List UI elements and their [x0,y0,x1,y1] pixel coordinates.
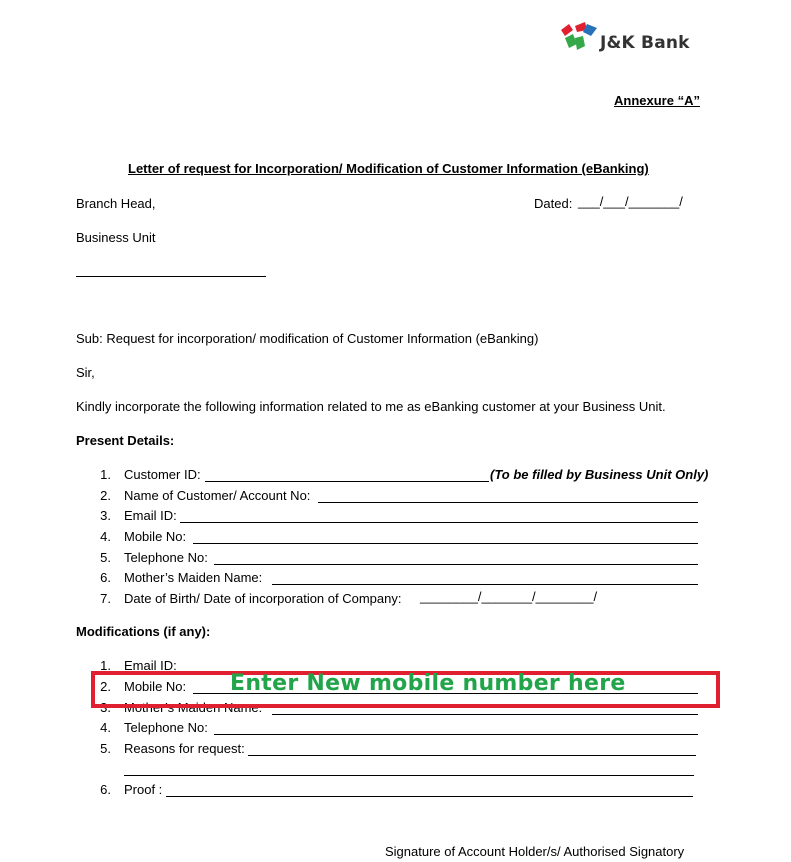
item-number: 4. [100,529,111,544]
item-number: 1. [100,467,111,482]
annexure-label: Annexure “A” [614,93,700,108]
item-label: Proof : [124,782,163,797]
address-blank-line [76,276,266,277]
maiden-name-field[interactable] [272,584,698,585]
proof-field[interactable] [166,796,693,797]
item-number: 7. [100,591,111,606]
signature-line: Signature of Account Holder/s/ Authorised Signatory [385,844,685,859]
new-maiden-name-field[interactable] [272,714,698,715]
telephone-field[interactable] [214,564,698,565]
item-label: Mobile No: [124,529,187,544]
modifications-heading: Modifications (if any): [76,624,211,639]
reasons-field-line2[interactable] [124,775,694,776]
salutation: Sir, [76,365,95,380]
item-number: 5. [100,550,111,565]
item-label: Mobile No: [124,679,187,694]
item-number: 1. [100,658,111,673]
item-number: 5. [100,741,111,756]
item-label: Telephone No: [124,550,208,565]
dob-field[interactable]: ________/_______/________/ [420,589,598,604]
branch-head-line: Branch Head, [76,196,156,211]
body-text: Kindly incorporate the following information related to me as eBanking customer at your Business Unit. [76,399,666,414]
letter-title: Letter of request for Incorporation/ Modification of Customer Information (eBanking) [128,161,649,176]
bank-logo-text: J&K Bank [600,33,690,53]
dated-blank: ___/___/_______/ [578,194,683,209]
item-label: Customer ID: [124,467,201,482]
business-unit-line: Business Unit [76,230,156,245]
item-number: 6. [100,782,111,797]
item-number: 3. [100,700,111,715]
item-label: Email ID: [124,658,177,673]
subject-line: Sub: Request for incorporation/ modification of Customer Information (eBanking) [76,331,539,346]
item-number: 2. [100,679,111,694]
customer-id-note: (To be filled by Business Unit Only) [490,467,709,482]
annotation-text: Enter New mobile number here [230,671,626,696]
item-label: Name of Customer/ Account No: [124,488,311,503]
item-label: Mother’s Maiden Name: [124,570,263,585]
item-number: 2. [100,488,111,503]
reasons-field[interactable] [248,755,696,756]
item-label: Date of Birth/ Date of incorporation of Company: [124,591,402,606]
item-label: Email ID: [124,508,177,523]
item-label: Mother’s Maiden Name: [124,700,263,715]
customer-id-field[interactable] [205,481,489,482]
item-number: 6. [100,570,111,585]
item-label: Telephone No: [124,720,208,735]
new-telephone-field[interactable] [214,734,698,735]
item-number: 3. [100,508,111,523]
name-field[interactable] [318,502,698,503]
present-details-heading: Present Details: [76,433,175,448]
email-field[interactable] [180,522,698,523]
item-label: Reasons for request: [124,741,245,756]
mobile-field[interactable] [193,543,698,544]
dated-label: Dated: [534,196,573,211]
item-number: 4. [100,720,111,735]
bank-logo-icon [559,20,599,54]
